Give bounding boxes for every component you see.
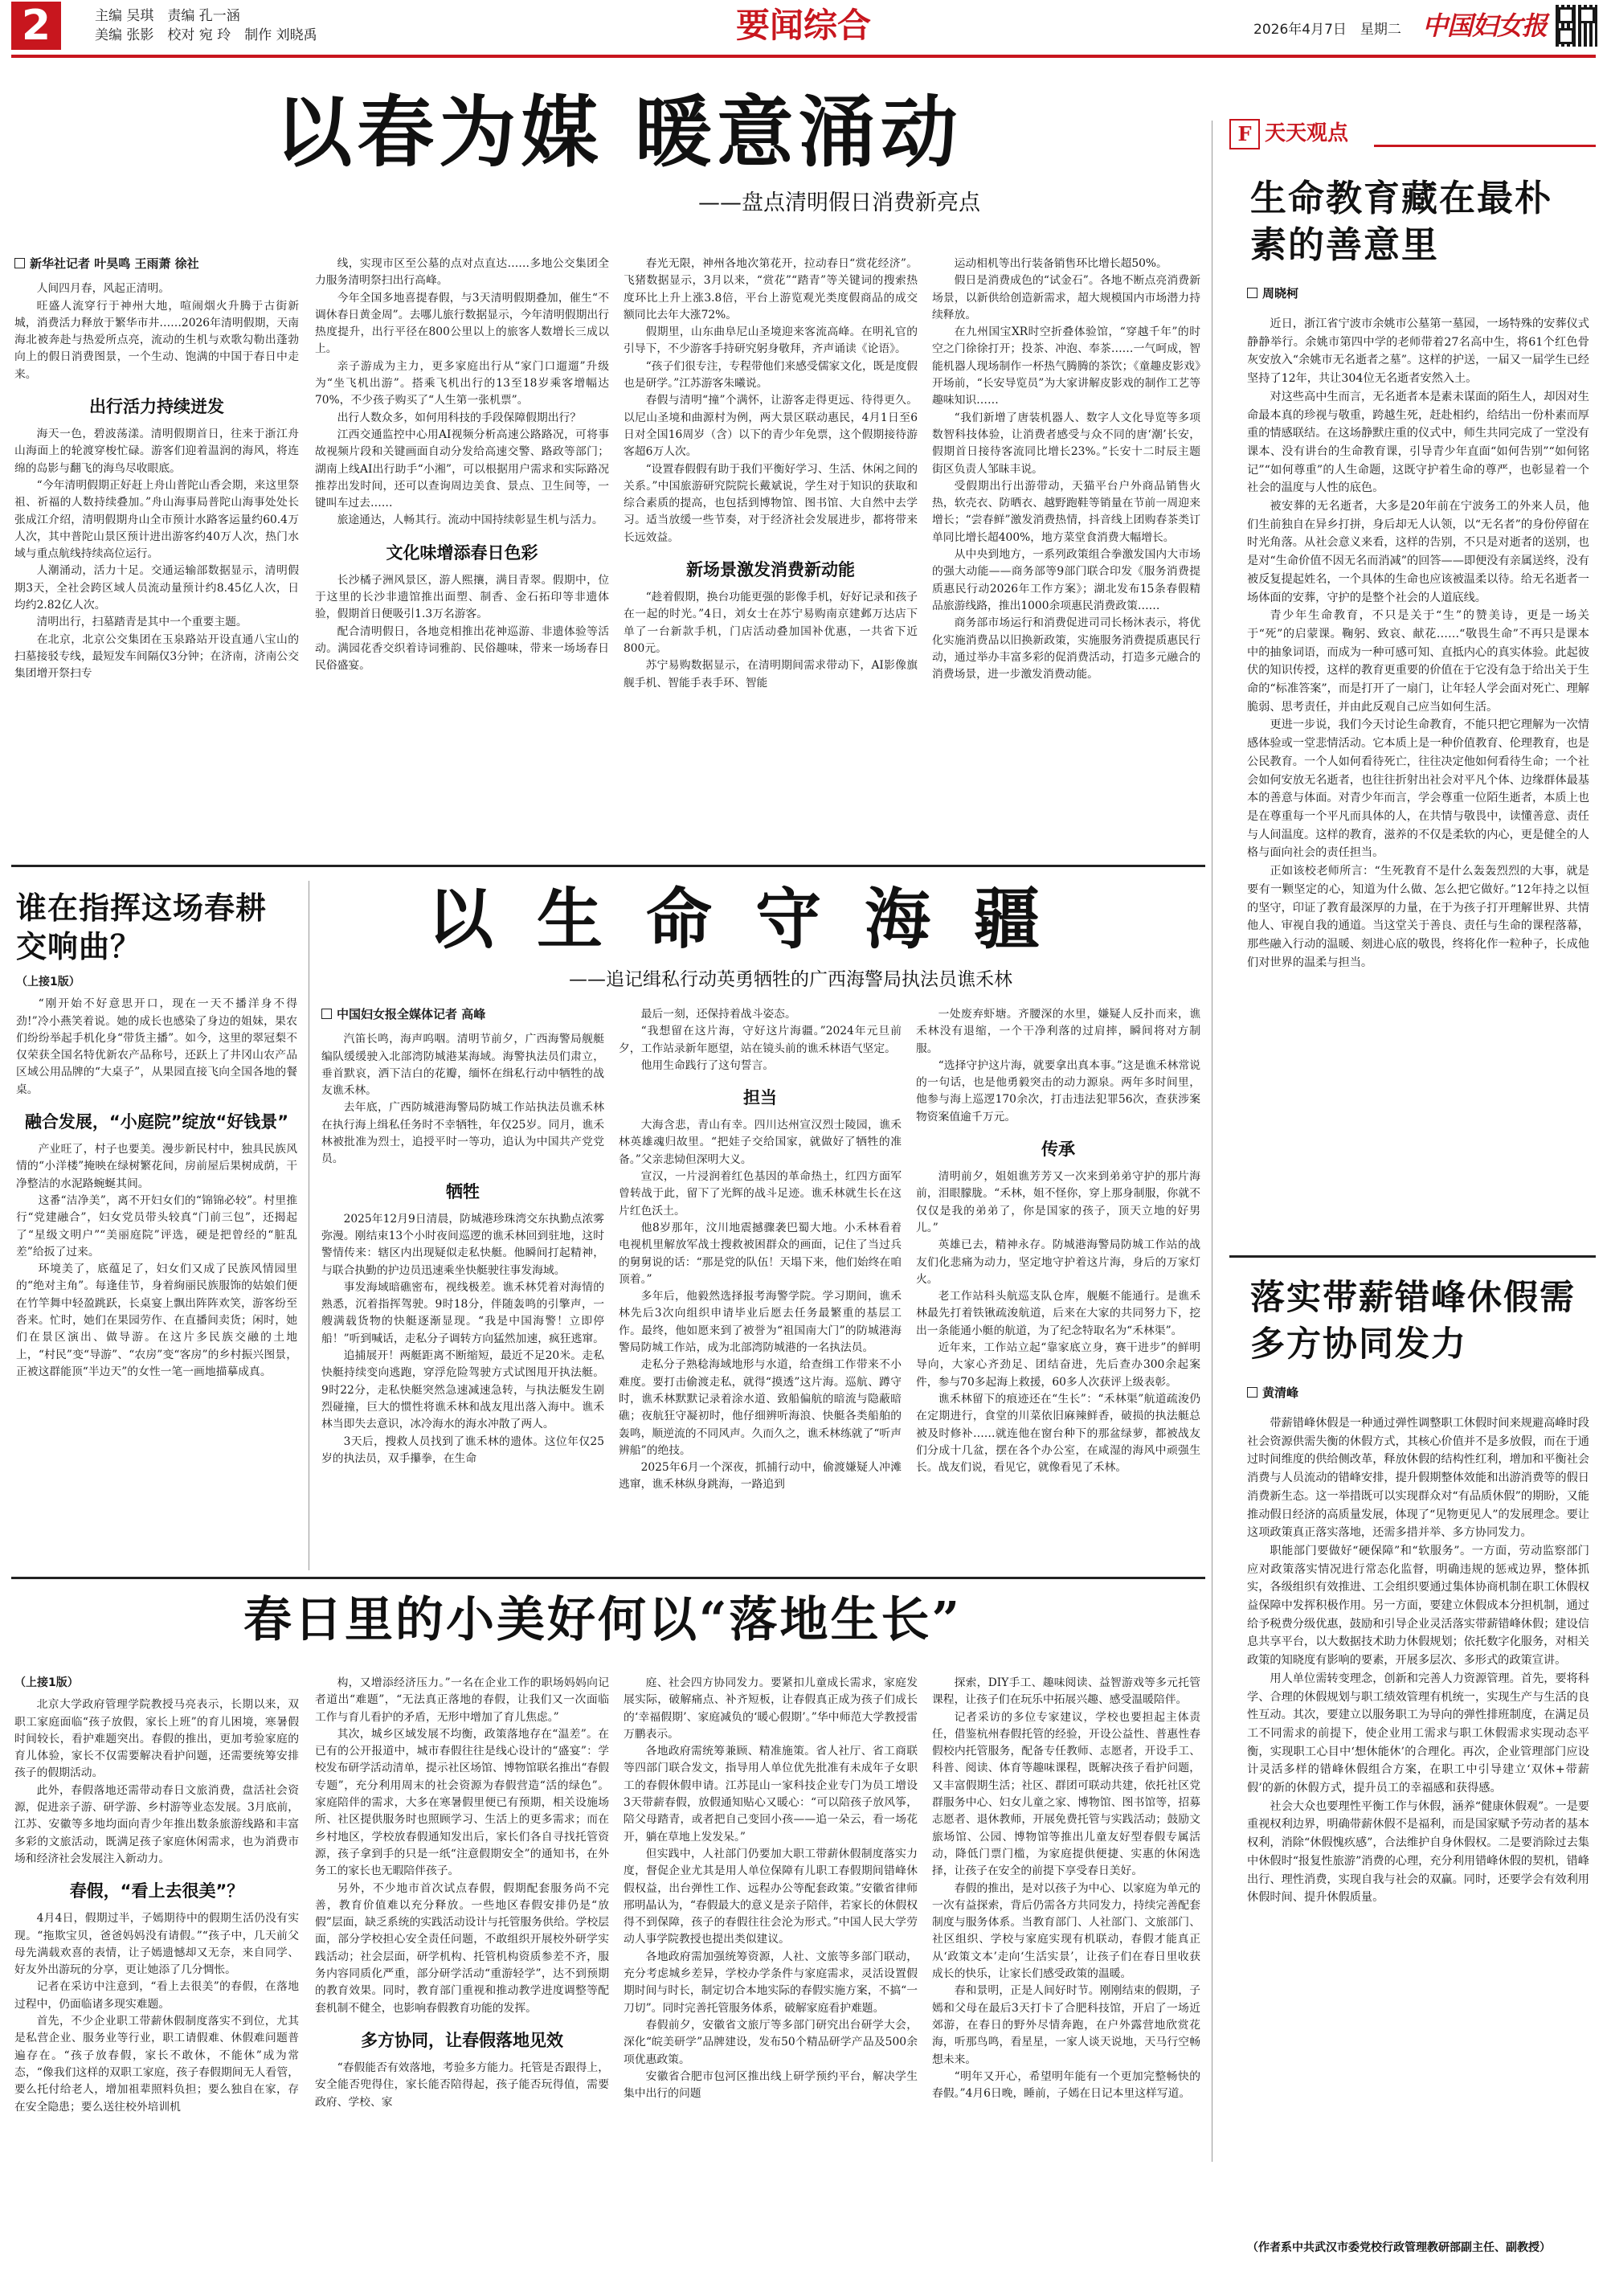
paragraph: 海天一色，碧波荡漾。清明假期首日，往来于浙江舟山海面上的轮渡穿梭忙碌。游客们迎着温润的海风，将连绵的岛影与翻飞的海鸟尽收眼底。 <box>14 428 299 475</box>
paragraph: 亲子游成为主力，更多家庭出行从“家门口遛遛”升级为“坐飞机出游”。搭乘飞机出行的13至18岁乘客增幅达70%，不少孩子购买了“人生第一张机票”。 <box>315 359 609 407</box>
paragraph: 走私分子熟稔海域地形与水道，给查缉工作带来不小难度。要打击偷渡走私，就得“摸透”这片海。巡航、蹲守时，谯禾林默默记录着涂水道、致船偏航的暗流与隐蔽暗礁；夜航狂守凝初时，他仔细辨听海浪、快艇各类船舶的轰鸣，顺逆流的不同风声。久而久之，谯禾林练就了“听声辨船”的绝技。 <box>619 1358 902 1457</box>
paragraph: 探索，DIY手工、趣味阅读、益智游戏等多元托管课程，让孩子们在玩乐中拓展兴趣、感受温暖陪伴。 <box>932 1676 1200 1707</box>
spring-subheading-2: 文化味增添春日色彩 <box>386 542 538 563</box>
paragraph: 环境美了，底蕴足了，妇女们又成了民族风情园里的“绝对主角”。每逢佳节，身着絢丽民族服饰的姑娘们便在竹竿舞中轻盈跳跃，长桌宴上飘出阵阵欢笑，游客纷至沓来。忙时，她们在果园劳作、在直播间卖货；闲时，她们在景区演出、做导游。在这片多民族交融的土地上，“村民”变“导游”、“农房”变“客房”的乡村振兴图景，正被这群能顶“半边天”的女性一笔一画地描摹成真。 <box>16 1263 297 1378</box>
paragraph: 首先，不少企业职工带薪休假制度落实不到位，尤其是私营企业、服务业等行业，职工请假难、休假难问题普遍存在。“孩子放春假，家长不敢休，不能休”成为常态，“像我们这样的双职工家庭，孩子春假期间无人看管，要么托付给老人，增加祖辈照料负担；要么独自在家，存在安全隐患；要么送往校外培训机 <box>14 2015 299 2114</box>
paragraph: 旅途通达，人畅其行。流动中国持续彰显生机与活力。 <box>337 514 603 527</box>
paragraph: 春和景明，正是人间好时节。刚刚结束的假期，子嫣和父母在最后3天打卡了合肥科技馆，开启了一场近郊游，在春日的野外尽情奔跑，在户外露营地欣赏花海，听那鸟鸣，看星星，一家人谈天说地，天马行空畅想未来。 <box>932 1984 1200 2066</box>
spring-article-subtitle: ——盘点清明假日消费新亮点 <box>698 190 980 215</box>
paragraph: 近年来，工作站立起“靠家底立身，赛干进步”的鲜明导向，大家心齐劲足、团结奋进，先后查办300余起案件，参与70多起海上救援，60多人次获评上级表彰。 <box>916 1341 1200 1389</box>
paragraph: 他用生命践行了这句誓言。 <box>640 1058 775 1072</box>
paragraph: 苏宁易购数据显示，在清明期间需求带动下，AI影像旗舰手机、智能手表手环、智能 <box>624 659 918 690</box>
qr-code-icon <box>1556 5 1597 47</box>
paragraph: 近日，浙江省宁波市余姚市公墓第一墓园，一场特殊的安葬仪式静静举行。余姚市第四中学的老师带着27名高中生，将61个红色骨灰安放入“余姚市无名逝者之墓”。这样的护送，一届又一届学生已经坚持了12年，共让304位无名逝者安然入土。 <box>1247 317 1589 386</box>
editor-credits-line-2: 美编 张影 校对 宛 玲 制作 刘晓禹 <box>95 27 317 43</box>
sea-article-title: 以生命守海疆 <box>427 881 1083 958</box>
paragraph: 受假期出行出游带动，天猫平台户外商品销售火热，软壳衣、防晒衣、越野跑鞋等销量在节前一周迎来增长；“尝春鲜”激发消费热情，抖音线上团购春茶类订单同比增长超400%，地方菜堂食消费大幅增长。 <box>932 479 1200 544</box>
paragraph: 宣汉，一片浸润着红色基因的革命热土，红四方面军曾转战于此，留下了光辉的战斗足迹。谯禾林就生长在这片红色沃土。 <box>619 1170 902 1218</box>
paragraph: “刚开始不好意思开口，现在一天不播洋身不得劲!”冷小燕笑着说。她的成长也感染了身边的姐妹，果农们纷纷举起手机化身“带货主播”。如今，这里的翠冠梨不仅荣获全国名特优新农产品称号，还跃上了井冈山农产品区域公用品牌的“大桌子”，从果园直接飞向全国各地的餐桌。 <box>16 997 297 1096</box>
spring-article-title: 以春为媒 暖意涌动 <box>275 87 963 178</box>
paragraph: 此外，春假落地还需带动春日文旅消费，盘活社会资源，促进亲子游、研学游、乡村游等业态发展。3月底前，江苏、安徽等多地均面向青少年推出数条旅游线路和丰富多彩的文旅活动，既满足孩子家庭休闲需求，也为消费市场和经济社会发展注入新动力。 <box>14 1783 299 1865</box>
sea-article-subtitle: ——追记缉私行动英勇牺牲的广西海警局执法员谯禾林 <box>569 969 1012 990</box>
paragraph: 最后一刻，还保持着战斗姿态。 <box>640 1008 796 1021</box>
viewpoint-label-rule <box>1374 145 1596 147</box>
paragraph: 对这些高中生而言，无名逝者本是素未谋面的陌生人，却因对生命最本真的珍视与敬重，跨越生死，赶赴相约，给结出一份朴素而厚重的情感联结。在这场静默庄重的仪式中，师生共同完成了一堂没有课本、没有讲台的生命教育课，引导青少年直面“如何告别”“如何铭记”“如何尊重”的人生命题，这既守护着生命的尊严，也彰显着一个社会的温度与人性的底色。 <box>1247 390 1589 495</box>
spring-subheading-3: 新场景激发消费新动能 <box>686 560 855 580</box>
paragraph: 产业旺了，村子也要美。漫步新民村中，独具民族风情的“小洋楼”掩映在绿树繁花间，房前屋后果树成荫，干净整洁的水泥路蜿蜒其间。 <box>16 1143 297 1190</box>
paragraph: 出行人数众多，如何用科技的手段保障假期出行？ <box>337 411 582 424</box>
care-article-body <box>1247 1414 1589 2234</box>
paragraph: 春假前夕，安徽省文旅厅等多部门研究出台研学大会，深化“皖美研学”品牌建设，发布50个精品研学产品及500余项优惠政策。 <box>624 2018 918 2066</box>
paragraph: 一处废弃虾塘。齐腰深的水里，嫌疑人反扑而来，谯禾林没有退缩，一个干净利落的过肩摔，瞬间将对方制服。 <box>916 1008 1200 1055</box>
paragraph: 商务部市场运行和消费促进司司长杨沐表示，将优化实施消费品以旧换新政策，实施服务消费提质惠民行动，通过举办丰富多彩的促消费活动，打造多元融合的消费场景，进一步激发消费动能。 <box>932 616 1200 681</box>
sea-col-3 <box>916 1006 1200 1569</box>
childcare-article-title: 春日里的小美好何以“落地生长” <box>243 1592 963 1648</box>
paragraph: 构，又增添经济压力。”一名在企业工作的职场妈妈向记者道出“难题”，“无法真正落地的春假，让我们又一次面临工作与育儿看护的矛盾，无形中增加了育儿焦虑。” <box>315 1676 609 1724</box>
paragraph: 英雄已去，精神永存。防城港海警局防城工作站的战友们化悲痛为动力，坚定地守护着这片海，身后的万家灯火。 <box>916 1238 1200 1286</box>
sea-col-1 <box>321 1006 604 1569</box>
masthead-rule <box>11 55 1596 58</box>
sea-subheading-1: 牺牲 <box>446 1181 480 1201</box>
spring-col-4 <box>932 256 1200 850</box>
square-icon <box>321 1009 332 1019</box>
paragraph: 在北京，北京公交集团在玉泉路站开设直通八宝山的扫墓接驳专线，最短发车间隔仅3分钟；在济南，济南公交集团增开祭扫专 <box>14 632 299 681</box>
spring-byline: 新华社记者 叶昊鸣 王雨萧 徐社 <box>14 256 299 272</box>
paragraph: 长沙橘子洲风景区，游人熙攘，满目青翠。假期中，位于这里的长沙非遗馆推出面塑、制香、金石拓印等非遗体验，假期首日便吸引1.3万名游客。 <box>315 573 609 621</box>
paragraph: 从中央到地方，一系列政策组合拳激发国内大市场的强大动能——商务部等9部门联合印发《服务消费提质惠民行动2026年工作方案》；湖北发布15条春假精品旅游线路，推出1000余项惠民消费政策…… <box>932 548 1200 612</box>
paragraph: 线，实现市区至公墓的点对点直达……多地公交集团全力服务清明祭扫出行高峰。 <box>315 257 609 288</box>
paragraph: 人间四月春，风起正清明。 <box>36 282 170 296</box>
masthead <box>0 0 1607 53</box>
paragraph: 青少年生命教育，不只是关于“生”的赞美诗，更是一场关于“死”的启蒙课。鞠躬、致哀、献花……“敬畏生命”不再只是课本中的抽象词语，而成为一种可感可知、直抵内心的真实体验。此起彼伏的知识传授，这样的教育更重要的价值在于它没有急于给出关于生命的“标准答案”，而是打开了一扇门，让年轻人学会面对死亡、理解脆弱、思考责任，并由此反观自己应当如何生活。 <box>1247 609 1589 714</box>
square-icon <box>14 258 25 268</box>
paragraph: 安徽省合肥市包河区推出线上研学预约平台，解决学生集中出行的问题 <box>624 2069 918 2101</box>
paragraph: 各地政府需统筹兼顾、精准施策。省人社厅、省工商联等四部门联合发文，指导用人单位优先批准有未成年子女职工的春假休假申请。江苏昆山一家科技企业专门为员工增设3天带薪春假，放假通知贴心又暖心：“可以陪孩子放风筝，陪父母踏青，或者把自己变回小孩——追一朵云，看一场花开，躺在草地上发发呆。” <box>624 1745 918 1844</box>
paragraph: 在九州国宝XR时空折叠体验馆，“穿越千年”的时空之门徐徐打开；投茶、冲泡、奉茶……一气呵成，智能机器人现场制作一杯热气腾腾的茶饮；《童趣皮影戏》开场前，“长安导览员”为大家讲解皮影戏的制作工艺等趣味知识…… <box>932 325 1200 407</box>
paragraph: 汽笛长鸣，海声呜咽。清明节前夕，广西海警局舰艇编队缓缓驶入北部湾防城港某海域。海警执法员们肃立，垂首默哀，洒下洁白的花瓣，缅怀在缉私行动中牺牲的战友谯禾林。 <box>321 1033 604 1098</box>
paragraph: 更进一步说，我们今天讨论生命教育，不能只把它理解为一次情感体验或一堂悲情活动。它本质上是一种价值教育、伦理教育，也是公民教育。一个人如何看待死亡，往往决定他如何看待生命；一个社会如何安放无名逝者，也往往折射出社会对平凡个体、边缘群体最基本的善意与体面。对青少年而言，学会尊重一位陌生逝者，本质上也是在尊重每一个平凡而具体的人，在共情与敬畏中，读懂善意、责任与人间温度。这样的教育，滋养的不仅是柔软的内心，更是健全的人格与面向社会的责任担当。 <box>1247 718 1589 860</box>
paragraph: 旺盛人流穿行于神州大地，喧闹烟火升腾于古街新城，消费活力释放于繁华市井……2026年清明假期，天南海北被奔赴与热爱所点亮，流动的生机与欢歌勾勒出蓬勃向上的假日消费图景，一个生动、饱满的中国于春日中走来。 <box>14 299 299 381</box>
paragraph: 追捕展开！两艇距离不断缩短，最近不足20米。走私快艇持续变向逃跑，穿浮危险驾驶方式试图甩开执法艇。9时22分，走私快艇突然急速减速急转，与执法艇发生剧烈碰撞，巨大的惯性将谯禾林和战友甩出落入海中。谯禾林当即失去意识，冰冷海水的海水冲散了两人。 <box>321 1349 604 1431</box>
viewpoint-author: 周晓柯 <box>1247 284 1298 301</box>
sea-col-2 <box>619 1006 902 1569</box>
paragraph: 庭、社会四方协同发力。要紧扣儿童成长需求，家庭发展实际，破解痛点、补齐短板，让春假真正成为孩子们成长的‘幸福假期’、家庭减负的‘暖心假期’。”华中师范大学教授雷万鹏表示。 <box>624 1676 918 1741</box>
paragraph: 江西交通监控中心用AI视频分析高速公路路况，可将事故视频片段和关键画面自动分发给高速交警、路政等部门；湖南上线AI出行助手“小湘”，可以根据用户需求和实际路况推荐出发时间，还可以查询周边美食、景点、卫生间等，一键叫车过去…… <box>315 428 609 510</box>
paragraph: 清明前夕，姐姐谯芳芳又一次来到弟弟守护的那片海前，泪眼朦胧。“禾林，姐不怪你，穿上那身制服，你就不仅仅是我的弟弟了，你是国家的孩子，顶天立地的好男儿。” <box>916 1170 1200 1234</box>
paragraph: 假日是消费成色的“试金石”。各地不断点亮消费新场景，以新供给创造新需求，超大规模国内市场潜力持续释放。 <box>932 274 1200 321</box>
paragraph: 用人单位需转变理念，创新和完善人力资源管理。首先，要将科学、合理的休假规划与职工绩效管理有机统一，实现生产与生活的良性互动。其次，要建立以服务职工为导向的弹性排班制度，在满足员工不同需求的前提下，使企业用工需求与职工休假需求实现动态平衡，实现职工心目中‘想休能休’的合理化。再次，企业管理部门应设计灵活多样的错峰休假组合方案，在职工中引导建立‘双休+带薪假’的新的休假方式，提升员工的幸福感和获得感。 <box>1247 1672 1589 1795</box>
divider <box>11 865 1205 867</box>
paragraph: 社会大众也要理性平衡工作与休假，涵养“健康休假观”。一是要重视权利边界，明确带薪休假不是福利，而是国家赋予劳动者的基本权利，消除“休假愧疚感”，合法维护自身休假权。二是要消除过去集中休假时“报复性旅游”消费的心理，充分利用错峰休假的契机，错峰出行、理性消费，实现自我与社会的双赢。同时，还要学会有效利用休假时间、提升休假质量。 <box>1247 1799 1589 1905</box>
paragraph: 这番“洁净美”，离不开妇女们的“锦锦必较”。村里推行“党建融合”，妇女党员带头较真“门前三包”，还揭起了“星级文明户”“美丽庭院”评选，硬是把曾经的“脏乱差”给扳了过来。 <box>16 1193 297 1259</box>
paragraph: 春光无限，神州各地次第花开，拉动春日“赏花经济”。飞猪数据显示，3月以来，“赏花”“踏青”等关键词的搜索热度环比上升上涨3.8倍，平台上游览观光类度假商品的成交额同比去年大涨72%。 <box>624 257 918 321</box>
editor-credits-line-1: 主编 吴琪 责编 孔一涵 <box>95 8 240 24</box>
paragraph: 去年底，广西防城港海警局防城工作站执法员谯禾林在执行海上缉私任务时不幸牺牲，年仅25岁。同月，谯禾林被批准为烈士，追授平时一等功，追认为中国共产党党员。 <box>321 1101 604 1166</box>
farming-subheading: 融合发展，“小庭院”绽放“好钱景” <box>24 1112 289 1132</box>
paragraph: “孩子们很专注，专程带他们来感受儒家文化，既是度假也是研学。”江苏游客朱曦说。 <box>624 359 918 391</box>
paragraph: 北京大学政府管理学院教授马亮表示，长期以来，双职工家庭面临“孩子放假，家长上班”的育儿困境，寒暑假时间较长，看护难题突出。春假的推出，更加考验家庭的育儿体验，家长不仅需要解决看护问题，还需要统筹安排孩子的假期活动。 <box>14 1698 299 1780</box>
paragraph: 职能部门要做好“硬保障”和“软服务”。一方面，劳动监察部门应对政策落实情况进行常态化监督，明确违规的惩戒边界，整体抓实，各级组织有效推进、工会组织要通过集体协商机制在职工休假权益保障中发挥积极作用。另一方面，要建立休假成本分担机制，通过给予税费分级优惠，鼓励和引导企业灵活落实带薪错峰休假；建设信息共享平台，以大数据技术助力休假规划；依托数字化服务，对相关政策的知晓度有影响的要素，开展多层次、多形式的政策宣讲。 <box>1247 1544 1589 1668</box>
paragraph: 3天后，搜救人员找到了谯禾林的遗体。这位年仅25岁的执法员，双手攥拳，在生命 <box>321 1434 604 1465</box>
paragraph: 其次，城乡区域发展不均衡，政策落地存在“温差”。在已有的公开报道中，城市春假往往是线心设计的“盛宴”：学校发布研学活动清单，提示社区场馆、博物馆联名推出“春假专题”，充分利用周末的社会资源为春假营造“活的绿色”。家庭陪伴的需求，大多在寒暑假里便已有预期，相关设施场所、社区提供服务时也照顾学习、生活上的更多需求；而在乡村地区，学校放春假通知发出后，家长们各自寻找托管资源，孩子拿到手的只是一纸“注意假期安全”的通知书，在外务工的家长也无暇陪伴孩子。 <box>315 1727 609 1878</box>
square-icon <box>1247 1387 1257 1398</box>
care-article-author: 黄清峰 <box>1247 1384 1298 1401</box>
paragraph: 谯禾林留下的痕迹还在“生长”：“禾林渠”航道疏浚仍在定期进行，食堂的川菜依旧麻辣鲜香，破损的执法艇总被及时修补……就连他在窗台种下的那盆绿萝，都被战友们分成十几盆，摆在各个办公室，在咸湿的海风中顽强生长。战友们说，看见它，就像看见了禾林。 <box>916 1392 1200 1475</box>
spring-subheading-1: 出行活力持续迸发 <box>89 397 224 417</box>
paragraph: “今年清明假期正好赶上舟山普陀山香会期，来这里祭祖、祈福的人数持续叠加。”舟山海事局普陀山海事处处长张成江介绍，清明假期舟山全市预计水路客运量约60.4万人次，其中普陀山景区预计进出游客约40万人次，热门水域与重点航线持续高位运行。 <box>14 478 299 561</box>
childcare-subheading-2: 多方协同，让春假落地见效 <box>361 2030 563 2050</box>
spring-col-2 <box>315 256 609 850</box>
paragraph: 人潮涌动，活力十足。交通运输部数据显示，清明假期3天，全社会跨区域人员流动量预计约8.45亿人次，日均约2.82亿人次。 <box>14 564 299 612</box>
viewpoint-body <box>1247 315 1589 1244</box>
paragraph: “设置春假假有助于我们平衡好学习、生活、休闲之间的关系。”中国旅游研究院院长戴斌说，学生对于知识的获取和综合素质的提高，也包括到博物馆、图书馆、大自然中去学习。适当放缓一些节奏，对于经济社会发展进步，都将带来长远效益。 <box>624 462 918 544</box>
childcare-col-1 <box>14 1675 299 2292</box>
viewpoint-label <box>1229 119 1596 149</box>
paragraph: 配合清明假日，各地竞相推出花神巡游、非遗体验等活动。满园花香交织着诗词雅韵、民俗趣味，带来一场场春日民俗盛宴。 <box>315 624 609 673</box>
paragraph: 他8岁那年，汶川地震撼骤袭巴蜀大地。小禾林看着电视机里解放军战士搜救被困群众的画面，记住了当过兵的舅舅说的话：“那是党的队伍！天塌下来，他们始终在咱顶着。” <box>619 1221 902 1286</box>
paragraph: “明年又开心，希望明年能有一个更加完整畅快的春假。”4月6日晚，睡前，子嫣在日记本里这样写道。 <box>932 2069 1200 2101</box>
paragraph: 记者采访的多位专家建议，学校也要担起主体责任，借鉴杭州春假托管的经验，开设公益性、普惠性春假校内托管服务，配备专任教师、志愿者，开设手工、科普、阅读、体育等趣味课程，既解决孩子看护问题，又丰富假期生活；社区、群团可联动共建，依托社区党群服务中心、妇女儿童之家、博物馆、图书馆等，招募志愿者、退休教师，开展免费托管与实践活动；鼓励文旅场馆、公园、博物馆等推出儿童友好型春假专属活动，降低门票门槛，为家庭提供便捷、实惠的休闲选择，让孩子在安全的前提下享受春日美好。 <box>932 1710 1200 1878</box>
divider <box>1229 1255 1596 1258</box>
paragraph: 春假与清明“撞”个满怀，让游客走得更远、待得更久。以尼山圣境和曲源村为例，两大景区联动惠民，4月1日至6日对全国16周岁（含）以下的青少年免票，这个假期接待游客超6万人次。 <box>624 394 918 459</box>
farming-article-body <box>16 974 297 1567</box>
viewpoint-label-text: 天天观点 <box>1265 121 1349 145</box>
continued-tag: （上接1版） <box>16 976 80 988</box>
paragraph: “我们新增了唐装机器人、数字人文化导览等多项数智科技体验，让消费者感受与众不同的唐‘潮’长安，假期首日接待客流同比增长23%。”长安十二时辰主题街区负责人邹昧丰说。 <box>932 411 1200 476</box>
sea-subheading-2: 担当 <box>743 1088 777 1108</box>
paragraph: 老工作站科头航巡支队仓库，舰艇不能通行。是谯禾林最先打着铁锹疏浚航道，后来在大家的共同努力下，挖出一条能通小艇的航道，为了纪念特取名为“禾林渠”。 <box>916 1290 1200 1337</box>
spring-col-3 <box>624 256 918 850</box>
paragraph: 今年全国多地喜提春假，与3天清明假期叠加，催生“不调休春日黄金周”。去哪儿旅行数据显示，今年清明假期出行热度提升，出行平径在800公里以上的旅客人数增长三成以上。 <box>315 291 609 356</box>
paragraph: 2025年12月9日清晨，防城港珍珠湾交东执勤点浓雾弥漫。刚结束13个小时夜间巡逻的谯禾林回到驻地，这时警情传来：辖区内出现疑似走私快艇。他瞬间打起精神，与联合执勤的护边员迅速乘坐快艇驶往事发海域。 <box>321 1212 604 1277</box>
paragraph: 假期里，山东曲阜尼山圣境迎来客流高峰。在明礼官的引导下，不少游客手持研究躬身敬拜，齐声诵读《论语》。 <box>624 325 918 356</box>
paragraph: “我想留在这片海，守好这片海疆。”2024年元旦前夕，工作站录新年愿望，站在镜头前的谯禾林语气坚定。 <box>619 1025 902 1055</box>
paragraph: 被安葬的无名逝者，大多是20年前在宁波务工的外来人员，他们生前独自在异乡打拼，身后却无人认领，以“无名者”的身份停留在时光角落。从社会意义来看，这样的告别，不只是对逝者的送别，也是对“生命价值不因无名而消减”的回答——即便没有亲属送终，没有被反复提起姓名，一个具体的生命也应该被温柔以待。给无名逝者一场体面的安葬，守护的是整个社会的人道底线。 <box>1247 500 1589 604</box>
viewpoint-f-icon: F <box>1229 119 1260 149</box>
paragraph: 带薪错峰休假是一种通过弹性调整职工休假时间来规避高峰时段社会资源供需失衡的休假方式，其核心价值并不是多放假，而在于通过时间维度的供给侧改革，释放休假的结构性红利，增加和平衡社会消费与人员流动的错峰安排，提升假期整体效能和出游消费等的假日消费新生态。这一举措既可以实现群众对“有品质休假”的期盼，又能推动假日经济的高质量发展，体现了“见物更见人”的发展理念。要让这项政策真正落实落地，还需多措并举、多方协同发力。 <box>1247 1417 1589 1540</box>
continued-tag: （上接1版） <box>14 1676 79 1689</box>
newspaper-logo: 中国妇女报 <box>1422 10 1548 41</box>
paragraph: 正如该校老师所言：“生死教育不是什么轰轰烈烈的大事，就是要有一颗坚定的心，知道为什么做、怎么把它做好。”12年持之以恒的坚守，印证了教育最深厚的力量，在于为孩子打开理解世界、共情他人、审视自我的通道。当这堂关于善良、责任与生命的课程落幕，那些融入行动的温暖、刻进心底的敬畏，终将化作一粒种子，长成他们对世界的温柔与担当。 <box>1247 865 1589 969</box>
paragraph: 运动相机等出行装备销售环比增长超50%。 <box>954 257 1167 270</box>
paragraph: 各地政府需加强统筹资源，人社、文旅等多部门联动，充分考虑城乡差异，学校办学条件与家庭需求，灵活设置假期时间与时长，制定切合本地实际的春假实施方案，不搞“一刀切”。同时完善托管服务体系，破解家庭看护难题。 <box>624 1950 918 2015</box>
paragraph: 多年后，他毅然选择报考海警学院。学习期间，谯禾林先后3次向组织申请毕业后愿去任务最繁重的基层工作。最终，他如愿来到了被誉为“祖国南大门”的防城港海警局防城工作站，成为北部湾防城港的一名执法员。 <box>619 1290 902 1355</box>
spring-col-1 <box>14 256 299 850</box>
childcare-col-2 <box>315 1675 609 2292</box>
paragraph: 另外，不少地市首次试点春假，假期配套服务尚不完善，教育价值难以充分释放。一些地区春假安排仍是“放假”层面，缺乏系统的实践活动设计与托管服务供给。学校层面，部分学校担心安全责任问题，不敢组织开展校外研学实践活动；社会层面，研学机构、托管机构资质参差不齐，服务内容同质化严重，部分研学活动“重游轻学”，达不到预期的教育效果。同时，教育部门重视和推动教学进度调整等配套机制不健全，也影响春假教育功能的发挥。 <box>315 1881 609 2015</box>
square-icon <box>1247 288 1257 298</box>
divider <box>11 1577 1205 1579</box>
sea-byline: 中国妇女报全媒体记者 高峰 <box>321 1006 604 1023</box>
paragraph: “春假能否有效落地，考验多方能力。托管是否跟得上，安全能否兜得住，家长能否陪得起，孩子能否玩得值，需要政府、学校、家 <box>315 2061 609 2109</box>
farming-article-title: 谁在指挥这场春耕交响曲？ <box>16 890 268 964</box>
paragraph: 记者在采访中注意到，“看上去很美”的春假，在落地过程中，仍面临诸多现实难题。 <box>14 1980 299 2011</box>
childcare-col-3 <box>624 1675 918 2292</box>
paragraph: “趁着假期，换台功能更强的影像手机，好好记录和孩子在一起的时光。”4日，刘女士在苏宁易购南京建邺万达店下单了一台新款手机，门店活动叠加国补优惠，一共省下近800元。 <box>624 591 918 655</box>
care-article-signature: （作者系中共武汉市委党校行政管理教研部副主任、副教授） <box>1247 2241 1551 2254</box>
care-article-title: 落实带薪错峰休假需多方协同发力 <box>1250 1278 1576 1365</box>
paragraph: 大海含悲，青山有幸。四川达州宣汉烈士陵园，谯禾林英雄魂归故里。“把娃子交给国家，就做好了牺牲的准备。”父亲悲恸但深明大义。 <box>619 1119 902 1166</box>
paragraph: 4月4日，假期过半，子嫣期待中的假期生活仍没有实现。“拖欺宝贝，爸爸妈妈没有请假。”“孩子中，几天前父母先满载欢喜的表情，让子嫣遗憾却又无奈，来自同学、好友外出游玩的分享，更让她添了几分惆怅。 <box>14 1912 299 1977</box>
section-title: 要闻综合 <box>735 6 871 45</box>
paragraph: 清明出行，扫墓踏青是其中一个重要主题。 <box>36 616 247 629</box>
paragraph: “选择守护这片海，就要拿出真本事。”这是谯禾林常说的一句话，也是他勇毅突击的动力源泉。两年多时间里，他参与海上巡逻170余次，打击违法犯罪56次，查获涉案物资案值逾千万元。 <box>916 1058 1200 1123</box>
sea-subheading-3: 传承 <box>1041 1140 1075 1160</box>
viewpoint-title: 生命教育藏在最朴素的善意里 <box>1250 177 1553 266</box>
page-number: 2 <box>11 2 61 50</box>
childcare-col-4 <box>932 1675 1200 2292</box>
issue-date: 2026年4月7日 星期二 <box>1253 22 1401 38</box>
childcare-subheading-1: 春假，“看上去很美”？ <box>69 1881 244 1901</box>
paragraph: 春假的推出，是对以孩子为中心、以家庭为单元的一次有益探索，背后仍需各方共同发力，持续完善配套制度与服务体系。当教育部门、人社部门、文旅部门、社区组织、学校与家庭实现有机联动，春假才能真正从‘政策文本’走向‘生活实景’，让孩子们在春日里收获成长的快乐，让家长们感受政策的温暖。 <box>932 1881 1200 1981</box>
paragraph: 2025年6月一个深夜，抓捕行动中，偷渡嫌疑人冲滩逃窜，谯禾林纵身跳海，一路追到 <box>619 1461 902 1492</box>
editor-credits <box>95 6 317 45</box>
paragraph: 但实践中，人社部门仍要加大职工带薪休假制度落实力度，督促企业尤其是用人单位保障有儿职工春假期间错峰休假权益，出台弹性工作、远程办公等配套政策。”安徽省律师邢明晶认为，“春假最大的意义是亲子陪伴，若家长的休假权得不到保障，孩子的春假往往会沦为形式。”中国人民大学劳动人事学院教授也提出类似建议。 <box>624 1847 918 1946</box>
paragraph: 事发海域暗礁密布，视线极差。谯禾林凭着对海情的熟悉，沉着指挥驾驶。9时18分，伴随轰鸣的引擎声，一艘满载货物的快艇逐渐显现。“我是中国海警！立即停船！”听到喊话，走私分子调转方向猛然加速，疯狂逃窜。 <box>321 1280 604 1345</box>
